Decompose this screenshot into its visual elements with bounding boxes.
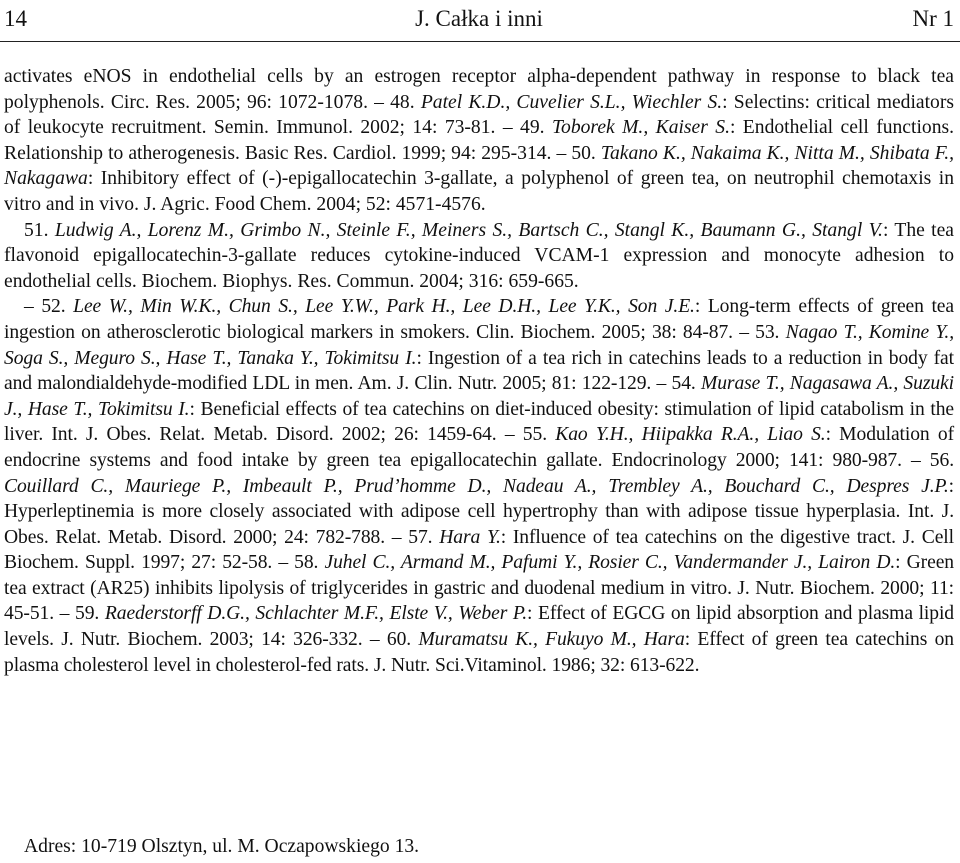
ref-58-text: : Green tea extract (AR25) inhibits lipolysis of triglycerides in gastric and duodenal medium in vitro. J. Nutr. Biochem. 2000; 11: 45-51. [4, 552, 954, 625]
ref-52-number: 52. [41, 296, 66, 318]
page-number: 14 [4, 6, 27, 31]
ref-51-text: : The tea flavonoid epigallocatechin-3-gallate reduces cytokine-induced VCAM-1 expression and monocyte adhesion to endothelial cells. Biochem. Biophys. Res. Commun. 2004; 316: 659-665. [4, 219, 955, 292]
ref-59-number: 59. [75, 603, 100, 625]
author-address: Adres: 10-719 Olsztyn, ul. M. Oczapowskiego 13. [24, 836, 420, 857]
page-header [4, 4, 954, 34]
ref-58-authors: Juhel C., Armand M., Pafumi Y., Rosier C., Vandermander J., Lairon D. [324, 552, 896, 574]
reference-paragraph-2 [4, 218, 954, 295]
ref-56-authors: Couillard C., Mauriege P., Imbeault P., Prud’homme D., Nadeau A., Trembley A., Bouchard C., Despres J.P. [4, 475, 949, 497]
ref-53-number: 53. [755, 321, 780, 343]
ref-52-text: : Long-term effects of green tea ingestion on atherosclerotic biological markers in smokers. Clin. Biochem. 2005; 38: 84-87. [4, 296, 954, 343]
ref-55-authors: Kao Y.H., Hiipakka R.A., Liao S. [555, 424, 826, 446]
header-rule [0, 41, 960, 42]
ref-60-authors: Muramatsu K., Fukuyo M., Hara [418, 629, 685, 651]
ref-55-number: 55. [522, 424, 547, 446]
reference-continuation: activates eNOS in endothelial cells by an estrogen receptor alpha-dependent pathway in response to black tea polyphenols. Circ. Res. 2005; 96: 1072-1078. [4, 66, 954, 113]
ref-56-number: 56. [929, 449, 954, 471]
ref-49-authors: Toborek M., Kaiser S. [551, 117, 730, 139]
ref-51-number: 51. [24, 219, 49, 241]
ref-50-text: : Inhibitory effect of (-)-epigallocatechin 3-gallate, a polyphenol of green tea, on neutrophil chemotaxis in vitro and in vivo. J. Agric. Food Chem. 2004; 52: 4571-4576. [4, 168, 954, 215]
ref-50-authors: Takano K., Nakaima K., Nitta M., Shibata F., Nakagawa [4, 142, 954, 190]
ref-54-text: : Beneficial effects of tea catechins on diet-induced obesity: stimulation of lipid catabolism in the liver. Int. J. Obes. Relat. Metab. Disord. 2002; 26: 1459-64. [4, 398, 954, 446]
ref-57-number: 57. [408, 526, 433, 548]
ref-48-text: : Selectins: critical mediators of leukocyte recruitment. Semin. Immunol. 2002; 14: 73-81. [4, 91, 954, 139]
ref-59-authors: Raederstorff D.G., Schlachter M.F., Elste V., Weber P. [104, 603, 528, 625]
ref-57-text: : Influence of tea catechins on the digestive tract. J. Cell Biochem. Suppl. 1997; 27: 52-58. [4, 526, 954, 574]
ref-53-text: : Ingestion of a tea rich in catechins leads to a reduction in body fat and malondialdehyde-modified LDL in men. Am. J. Clin. Nutr. 2005; 81: 122-129. [4, 347, 954, 395]
ref-48-number: 48. [390, 91, 415, 113]
ref-56-text: : Hyperleptinemia is more closely associated with adipose cell hypertrophy than with adipose tissue hyperplasia. Int. J. Obes. Relat. Metab. Disord. 2000; 24: 782-788. [4, 475, 954, 548]
references-section [4, 64, 954, 678]
ref-55-text: : Modulation of endocrine systems and food intake by green tea epigallocatechin gallate. Endocrinology 2000; 141: 980-987. [4, 424, 955, 471]
ref-59-text: : Effect of EGCG on lipid absorption and plasma lipid levels. J. Nutr. Biochem. 2003; 14: 326-332. [4, 603, 954, 651]
ref-57-authors: Hara Y. [439, 526, 501, 548]
ref-49-number: 49. [520, 117, 545, 139]
ref-58-number: 58. [294, 552, 319, 574]
ref-53-authors: Nagao T., Komine Y., Soga S., Meguro S., Hase T., Tanaka Y., Tokimitsu I. [4, 321, 954, 369]
ref-49-text: : Endothelial cell functions. Relationship to atherogenesis. Basic Res. Cardiol. 1999; 94: 295-314. [4, 117, 955, 164]
issue-number: Nr 1 [912, 6, 954, 31]
reference-paragraph-1: activates eNOS in endothelial cells by an estrogen receptor alpha-dependent pathway in response to black tea polyphenols. Circ. Res. 2005; 96: 1072-1078. – 48. Patel K.D., Cuvelier S.L., Wiechler S.: Selectins: critical mediators of leukocyte recruitment. Semin. Immunol. 2002; 14: 73-81. – 49. Toborek M., Kaiser S.: Endothelial cell functions. Relationship to atherogenesis. Basic Res. Cardiol. 1999; 94: 295-314. – 50. Takano K., Nakaima K., Nitta M., Shibata F., Nakagawa: Inhibitory effect of (-)-epigallocatechin 3-gallate, a polyphenol of green tea, on neutrophil chemotaxis in vitro and in vivo. J. Agric. Food Chem. 2004; 52: 4571-4576. [4, 66, 955, 215]
ref-48-authors: Patel K.D., Cuvelier S.L., Wiechler S. [420, 91, 723, 113]
ref-51-authors: Ludwig A., Lorenz M., Grimbo N., Steinle F., Meiners S., Bartsch C., Stangl K., Baumann G., Stangl V. [54, 219, 883, 241]
ref-50-number: 50. [571, 142, 596, 164]
ref-54-number: 54. [671, 373, 696, 395]
ref-52-authors: Lee W., Min W.K., Chun S., Lee Y.W., Park H., Lee D.H., Lee Y.K., Son J.E. [73, 296, 695, 318]
ref-54-authors: Murase T., Nagasawa A., Suzuki J., Hase T., Tokimitsu I. [4, 373, 954, 420]
reference-paragraph-3: – 52. Lee W., Min W.K., Chun S., Lee Y.W., Park H., Lee D.H., Lee Y.K., Son J.E.: Long-term effects of green tea ingestion on atherosclerotic biological markers in smokers. Clin. Biochem. 2005; 38: 84-87. – 53. Nagao T., Komine Y., Soga S., Meguro S., Hase T., Tanaka Y., Tokimitsu I.: Ingestion of a tea rich in catechins leads to a reduction in body fat and malondialdehyde-modified LDL in men. Am. J. Clin. Nutr. 2005; 81: 122-129. – 54. Murase T., Nagasawa A., Suzuki J., Hase T., Tokimitsu I.: Beneficial effects of tea catechins on diet-induced obesity: stimulation of lipid catabolism in the liver. Int. J. Obes. Relat. Metab. Disord. 2002; 26: 1459-64. – 55. Kao Y.H., Hiipakka R.A., Liao S.: Modulation of endocrine systems and food intake by green tea epigallocatechin gallate. Endocrinology 2000; 141: 980-987. – 56. Couillard C., Mauriege P., Imbeault P., Prud’homme D., Nadeau A., Trembley A., Bouchard C., Despres J.P.: Hyperleptinemia is more closely associated with adipose cell hypertrophy than with adipose tissue hyperplasia. Int. J. Obes. Relat. Metab. Disord. 2000; 24: 782-788. – 57. Hara Y.: Influence of tea catechins on the digestive tract. J. Cell Biochem. Suppl. 1997; 27: 52-58. – 58. Juhel C., Armand M., Pafumi Y., Rosier C., Vandermander J., Lairon D.: Green tea extract (AR25) inhibits lipolysis of triglycerides in gastric and duodenal medium in vitro. J. Nutr. Biochem. 2000; 11: 45-51. – 59. Raederstorff D.G., Schlachter M.F., Elste V., Weber P.: Effect of EGCG on lipid absorption and plasma lipid levels. J. Nutr. Biochem. 2003; 14: 326-332. – 60. Muramatsu K., Fukuyo M., Hara: Effect of green tea catechins on plasma cholesterol level in cholesterol-fed rats. J. Nutr. Sci.Vitaminol. 1986; 32: 613-622. [4, 296, 955, 676]
ref-60-text: : Effect of green tea catechins on plasma cholesterol level in cholesterol-fed rats. J. Nutr. Sci.Vitaminol. 1986; 32: 613-622. [4, 629, 954, 676]
running-title: J. Całka i inni [415, 6, 543, 31]
ref-60-number: 60. [386, 629, 412, 651]
